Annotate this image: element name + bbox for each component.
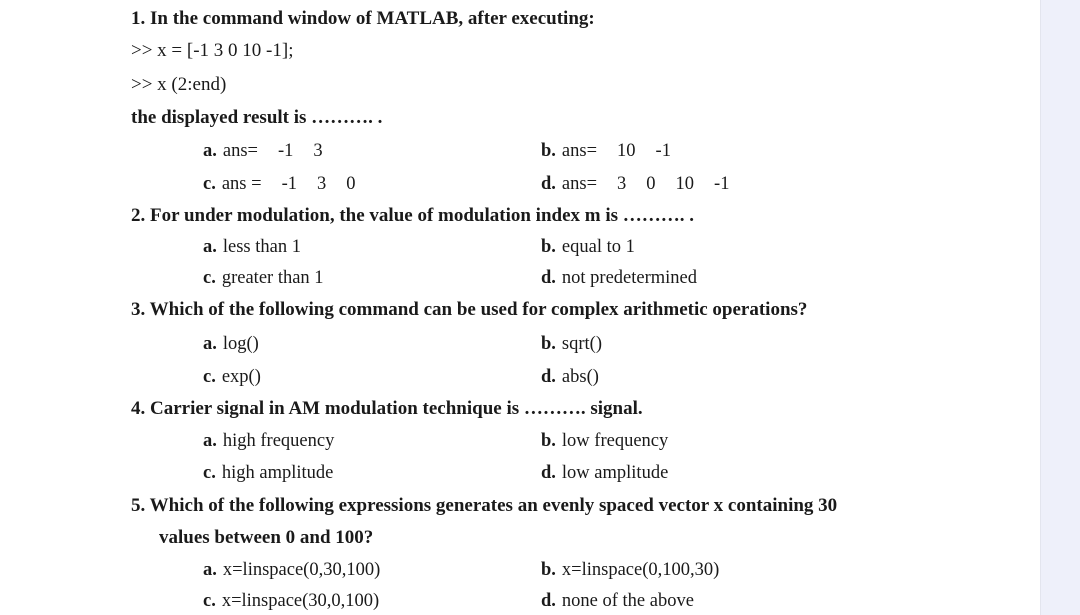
option-1d <box>541 174 729 195</box>
option-label: c. <box>203 591 216 611</box>
option-3b <box>541 334 602 355</box>
question-text: Carrier signal in AM modulation technique is ………. signal. <box>150 398 643 419</box>
question-number: 5. <box>131 495 146 516</box>
option-3c <box>203 367 261 388</box>
option-label: a. <box>203 334 217 354</box>
option-value: 3 <box>313 141 323 161</box>
option-value: 10 <box>617 141 636 161</box>
option-text: x=linspace(0,30,100) <box>222 560 381 580</box>
option-value: -1 <box>277 141 294 161</box>
option-text: x=linspace(30,0,100) <box>221 591 380 611</box>
option-label: b. <box>541 141 556 161</box>
option-text: ans = <box>221 174 262 194</box>
option-text: ans= <box>561 141 598 161</box>
option-value: 0 <box>646 174 656 194</box>
viewer-side-panel <box>1040 0 1080 615</box>
option-text: equal to 1 <box>561 237 635 257</box>
option-1c <box>203 174 356 195</box>
question-text-continued: values between 0 and 100? <box>159 527 374 548</box>
option-2b <box>541 237 635 258</box>
option-text: high frequency <box>222 431 335 451</box>
option-value: 10 <box>675 174 695 194</box>
option-text: abs() <box>561 367 599 387</box>
question-4 <box>131 398 643 420</box>
option-label: d. <box>541 174 556 194</box>
option-value: -1 <box>714 174 730 194</box>
option-1a <box>203 141 323 162</box>
option-text: ans= <box>561 174 598 194</box>
option-label: d. <box>541 591 556 611</box>
option-text: not predetermined <box>561 268 698 288</box>
option-label: a. <box>203 141 217 161</box>
option-text: low frequency <box>561 431 669 451</box>
option-text: greater than 1 <box>221 268 324 288</box>
option-text: exp() <box>221 367 261 387</box>
option-label: b. <box>541 431 556 451</box>
option-4d <box>541 463 668 484</box>
option-label: c. <box>203 174 216 194</box>
option-value: 3 <box>317 174 327 194</box>
option-text: high amplitude <box>221 463 334 483</box>
option-5a <box>203 560 380 581</box>
question-text-continued: the displayed result is ………. . <box>131 107 383 128</box>
option-4c <box>203 463 333 484</box>
option-5d <box>541 591 694 612</box>
option-label: d. <box>541 367 556 387</box>
option-2d <box>541 268 697 289</box>
code-line-2: >> x (2:end) <box>131 74 227 95</box>
question-5 <box>131 495 837 517</box>
option-4a <box>203 431 334 452</box>
question-1 <box>131 8 595 30</box>
option-value: -1 <box>281 174 297 194</box>
question-number: 2. <box>131 205 146 226</box>
option-5c <box>203 591 379 612</box>
option-value: 3 <box>617 174 627 194</box>
option-label: a. <box>203 560 217 580</box>
question-number: 1. <box>131 8 146 29</box>
question-text: Which of the following command can be used for complex arithmetic operations? <box>149 299 808 320</box>
option-label: b. <box>541 334 556 354</box>
option-label: a. <box>203 431 217 451</box>
option-value: -1 <box>655 141 671 161</box>
option-3d <box>541 367 599 388</box>
option-label: c. <box>203 367 216 387</box>
option-text: ans= <box>222 141 258 161</box>
option-text: log() <box>222 334 259 354</box>
option-text: sqrt() <box>561 334 602 354</box>
option-label: b. <box>541 560 556 580</box>
option-1b <box>541 141 671 162</box>
option-label: a. <box>203 237 217 257</box>
option-label: c. <box>203 268 216 288</box>
option-text: low amplitude <box>561 463 669 483</box>
option-text: less than 1 <box>222 237 301 257</box>
option-text: none of the above <box>561 591 694 611</box>
question-text: Which of the following expressions generates an evenly spaced vector x containing 30 <box>149 495 838 516</box>
question-2 <box>131 205 694 227</box>
option-label: d. <box>541 463 556 483</box>
question-3 <box>131 299 807 321</box>
question-text: In the command window of MATLAB, after executing: <box>150 8 595 29</box>
option-3a <box>203 334 259 355</box>
question-number: 3. <box>131 299 146 320</box>
option-2a <box>203 237 301 258</box>
code-line-1: >> x = [-1 3 0 10 -1]; <box>131 40 294 61</box>
question-text: For under modulation, the value of modulation index m is ………. . <box>150 205 695 226</box>
option-label: c. <box>203 463 216 483</box>
option-2c <box>203 268 324 289</box>
option-4b <box>541 431 668 452</box>
option-5b <box>541 560 719 581</box>
option-value: 0 <box>346 174 356 194</box>
option-text: x=linspace(0,100,30) <box>561 560 720 580</box>
option-label: b. <box>541 237 556 257</box>
question-number: 4. <box>131 398 146 419</box>
option-label: d. <box>541 268 556 288</box>
